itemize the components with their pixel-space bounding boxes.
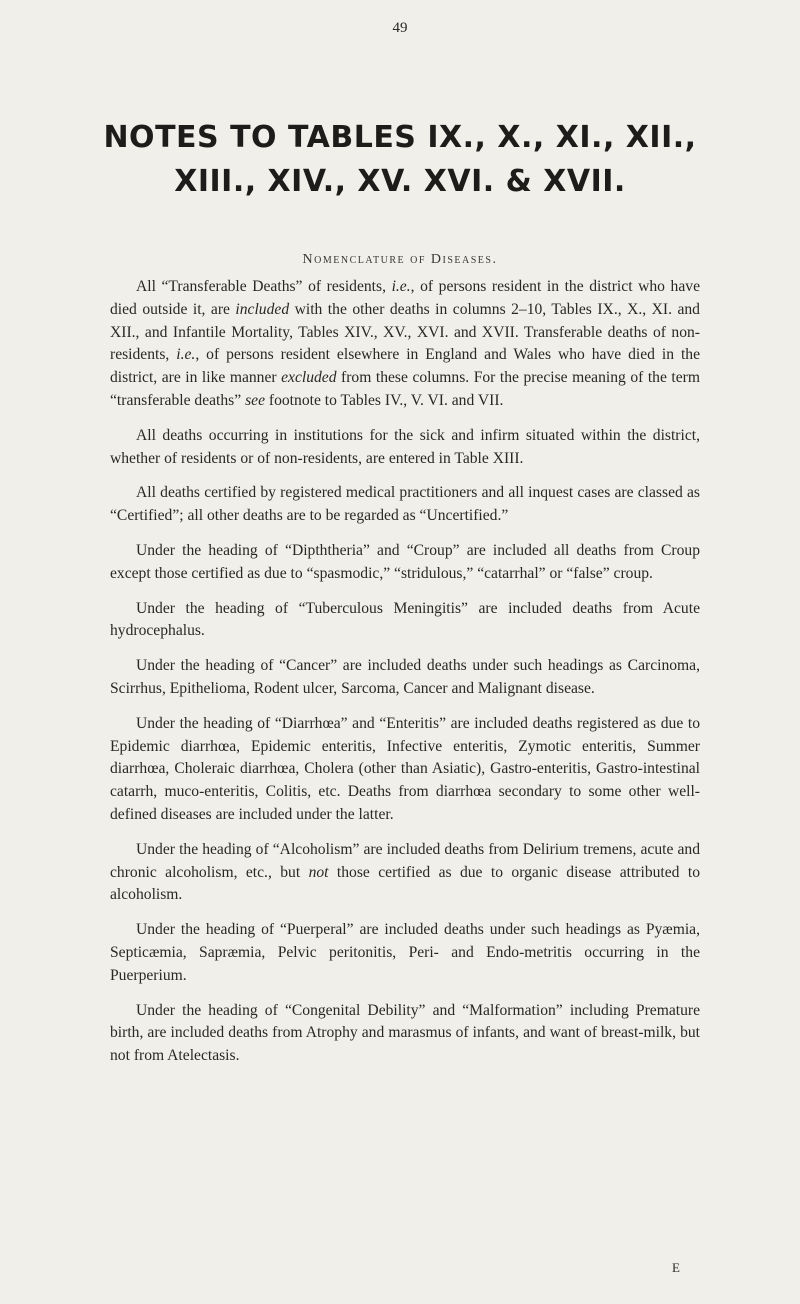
text-run: Under the heading of “Congenital Debility” and “Malformation” including Premature birth, are included deaths from Atrophy and marasmus of infants, and want of breast-milk, but not from Atelectasis. <box>110 1001 700 1065</box>
text-run: All “Transferable Deaths” of residents, <box>136 278 392 295</box>
page-number: 49 <box>392 20 408 36</box>
text-run: footnote to Tables IV., V. VI. and VII. <box>265 391 504 409</box>
text-run: those certified as due to organic disease attributed to alcoholism. <box>110 863 700 904</box>
text-run: Under the heading of “Tuberculous Meningitis” are included deaths from Acute hydrocephalus. <box>110 599 700 640</box>
paragraph-transferable-deaths <box>110 276 700 413</box>
text-run: All deaths occurring in institutions for the sick and infirm situated within the district, whether of residents or of non-residents, are entered in Table XIII. <box>110 426 700 467</box>
text-run: Under the heading of “Puerperal” are included deaths under such headings as Pyæmia, Septicæmia, Sapræmia, Pelvic peritonitis, Peri- and Endo-metritis occurring in the Puerperium. <box>110 921 700 984</box>
paragraph-certified <box>110 482 700 528</box>
page-title-line-2: XIII., XIV., XV. XVI. & XVII. <box>174 164 626 200</box>
signature-mark: E <box>672 1260 680 1275</box>
text-run: from these columns. For the precise meaning of the term “transferable deaths” <box>110 369 700 409</box>
paragraph-puerperal <box>110 919 700 987</box>
emphasis-ie: i.e. <box>176 346 196 364</box>
emphasis-excluded: excluded <box>281 369 337 387</box>
text-run: , of persons resident in the district who have died outside it, are <box>110 278 700 318</box>
emphasis-included: included <box>235 300 290 318</box>
paragraph-tuberculous-meningitis <box>110 598 700 644</box>
text-run: Under the heading of “Diarrhœa” and “Enteritis” are included deaths registered as due to Epidemic diarrhœa, Epidemic enteritis, Infective enteritis, Zymotic enteritis, Summer diarrhœa, Choleraic diarrhœa, Cholera (other than Asiatic), Gastro-enteritis, Gastro-intestinal catarrh, muco-enteritis, Colitis, etc. Deaths from diarrhœa secondary to some other well-defined diseases are included under the latter. <box>110 714 700 823</box>
section-subtitle: Nomenclature of Diseases. <box>302 252 498 267</box>
paragraph-alcoholism <box>110 839 700 907</box>
paragraph-institutions <box>110 425 700 471</box>
text-run: Under the heading of “Alcoholism” are included deaths from Delirium tremens, acute and chronic alcoholism, etc., but <box>110 840 700 881</box>
text-run: All deaths certified by registered medical practitioners and all inquest cases are classed as “Certified”; all other deaths are to be regarded as “Uncertified.” <box>110 484 700 525</box>
paragraph-congenital-debility <box>110 1000 700 1068</box>
page-title-line-1: NOTES TO TABLES IX., X., XI., XII., <box>103 120 697 156</box>
text-run: , of persons resident elsewhere in England and Wales who have died in the district, are in like manner <box>110 346 700 387</box>
page-title <box>40 116 760 204</box>
text-run: Under the heading of “Cancer” are included deaths under such headings as Carcinoma, Scirrhus, Epithelioma, Rodent ulcer, Sarcoma, Cancer and Malignant disease. <box>110 657 700 697</box>
paragraph-diarrhoea <box>110 713 700 827</box>
emphasis-see: see <box>245 391 265 409</box>
text-run: with the other deaths in columns 2–10, Tables IX., X., XI. and XII., and Infantile Mortality, Tables XIV., XV., XVI. and XVII. Transferable deaths of non-residents, <box>110 300 700 364</box>
paragraph-diphtheria <box>110 540 700 586</box>
emphasis-not: not <box>308 863 329 881</box>
paragraph-cancer <box>110 655 700 701</box>
notes-body <box>110 276 700 1080</box>
text-run: Under the heading of “Dipththeria” and “Croup” are included all deaths from Croup except those certified as due to “spasmodic,” “stridulous,” “catarrhal” or “false” croup. <box>110 541 700 582</box>
emphasis-ie: i.e. <box>391 278 411 295</box>
